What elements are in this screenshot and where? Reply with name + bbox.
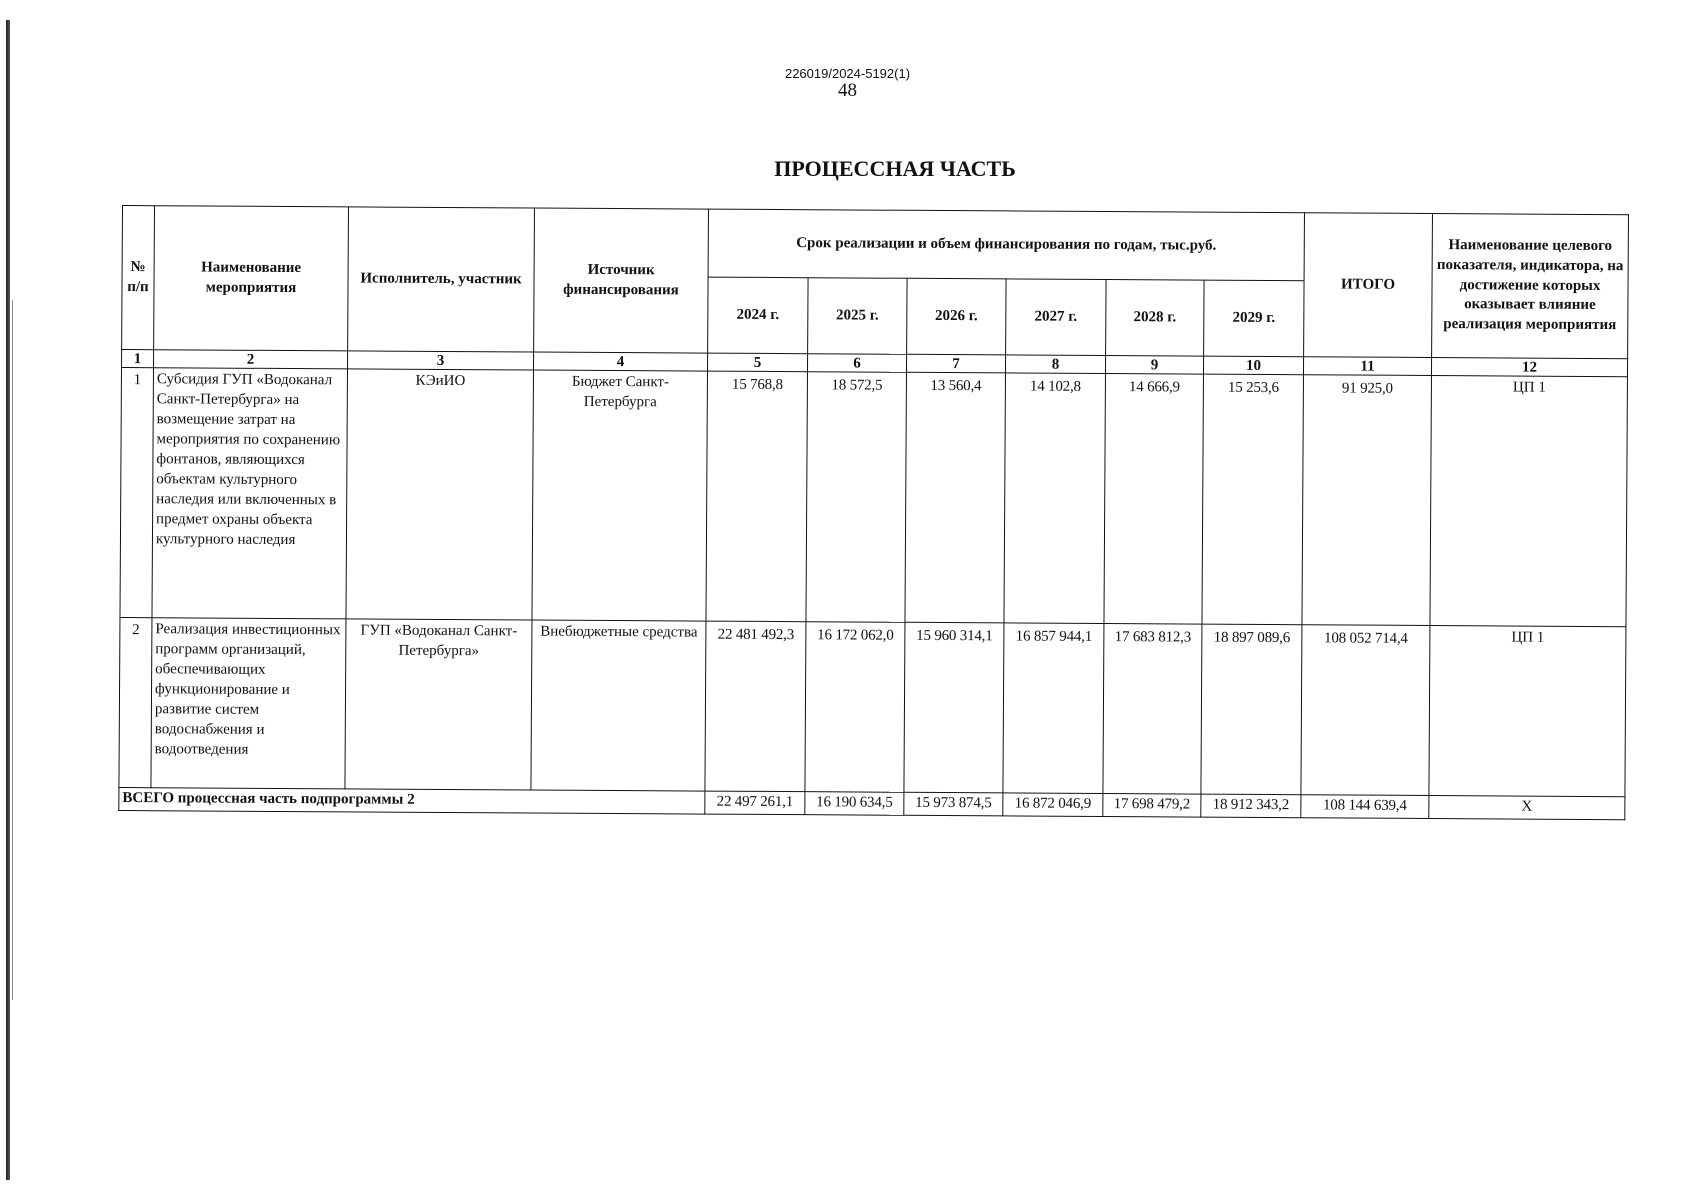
column-number: 7 [906,354,1005,373]
row-value-2024: 15 768,8 [706,371,808,622]
page-title: ПРОЦЕССНАЯ ЧАСТЬ [774,156,1016,181]
column-number: 12 [1431,358,1627,377]
row-value-2025: 16 172 062,0 [805,622,905,793]
table-row [119,617,1626,796]
row-total: 91 925,0 [1302,375,1432,626]
total-value-2027: 16 872 046,9 [1003,793,1103,817]
row-value-2028: 14 666,9 [1104,374,1204,625]
row-name: Субсидия ГУП «Водоканал Санкт-Петербурга» на возмещение затрат на мероприятия по сохранению фонтанов, являющихся объектам культурного наследия или включенных в предмет охраны объекта культурного наследия [152,368,348,619]
total-sum: 108 144 639,4 [1301,795,1429,819]
row-value-2026: 15 960 314,1 [904,622,1004,793]
row-value-2025: 18 572,5 [806,372,907,623]
row-name: Реализация инвестиционных программ организаций, обеспечивающих функционирование и развитие систем водоснабжения и водоотведения [151,618,346,789]
row-indicator: ЦП 1 [1429,625,1626,796]
row-value-2027: 16 857 944,1 [1003,623,1104,794]
scan-edge-line [12,300,13,1000]
header-indicator: Наименование целевого показателя, индикатора, на достижение которых оказывает влияние реализация мероприятия [1432,214,1629,359]
total-indicator: Х [1429,795,1625,819]
row-source: Внебюджетные средства [531,620,706,791]
column-number: 1 [122,350,154,368]
header-year-2026: 2026 г. [907,278,1006,355]
row-num: 2 [119,617,152,787]
row-value-2029: 15 253,6 [1202,374,1304,625]
column-number: 11 [1303,357,1431,376]
header-year-2027: 2027 г. [1006,279,1106,356]
row-value-2027: 14 102,8 [1004,373,1106,624]
header-year-2028: 2028 г. [1106,280,1204,357]
table-container [118,205,1629,820]
header-executor: Исполнитель, участник [348,207,535,352]
column-number: 2 [154,350,348,369]
row-value-2026: 13 560,4 [905,372,1006,623]
column-number: 10 [1203,356,1303,375]
header-year-2025: 2025 г. [808,278,907,355]
column-number: 5 [707,353,807,372]
total-label: ВСЕГО процессная часть подпрограммы 2 [119,787,705,814]
document-number: 226019/2024-5192(1) [784,66,911,81]
header-year-2024: 2024 г. [708,277,808,354]
header-total: ИТОГО [1304,213,1433,358]
column-number: 9 [1105,356,1203,375]
column-number: 8 [1005,355,1105,374]
header-source: Источник финансирования [534,208,709,353]
total-value-2026: 15 973 874,5 [904,792,1003,816]
header-period-group: Срок реализации и объем финансирования по годам, тыс.руб. [708,209,1304,281]
row-value-2024: 22 481 492,3 [705,621,806,792]
column-number: 3 [348,351,534,370]
row-executor: ГУП «Водоканал Санкт-Петербурга» [345,619,532,790]
scan-edge-mark [6,20,10,1180]
total-value-2025: 16 190 634,5 [805,792,904,816]
total-value-2024: 22 497 261,1 [705,791,805,815]
header-name: Наименование мероприятия [154,206,349,351]
row-total: 108 052 714,4 [1301,625,1430,796]
row-num: 1 [120,368,154,618]
table-row [120,368,1627,627]
header-num: № п/п [122,206,155,350]
total-value-2028: 17 698 479,2 [1103,794,1201,818]
column-number: 6 [807,354,906,373]
row-executor: КЭиИО [346,369,534,620]
row-value-2028: 17 683 812,3 [1103,624,1202,795]
page-number: 48 [838,80,857,101]
column-number: 4 [533,352,707,371]
process-table [118,205,1629,820]
header-year-2029: 2029 г. [1204,280,1304,357]
row-value-2029: 18 897 089,6 [1201,624,1302,795]
row-indicator: ЦП 1 [1430,376,1628,627]
total-value-2029: 18 912 343,2 [1201,794,1301,818]
row-source: Бюджет Санкт-Петербурга [532,370,708,621]
